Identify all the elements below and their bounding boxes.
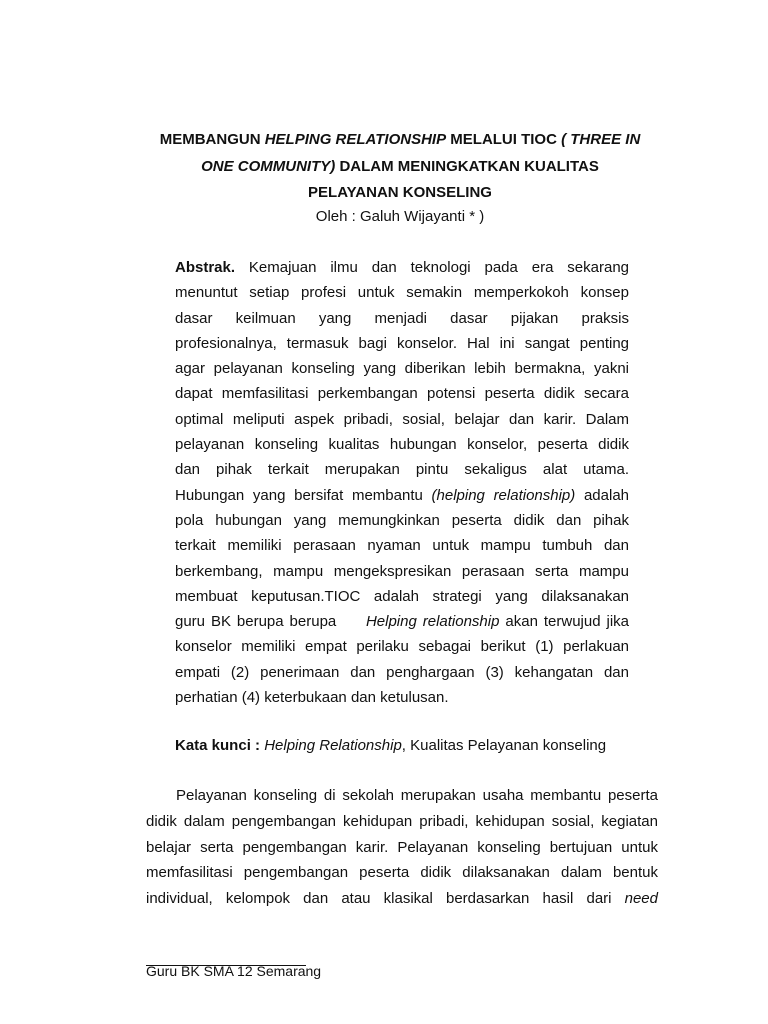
abstract-label: Abstrak. [175, 259, 236, 276]
abstract-line: perhatian (4) keterbukaan dan ketulusan. [175, 689, 449, 707]
title-line-1: MEMBANGUN HELPING RELATIONSHIP MELALUI TIOC ( THREE IN [159, 131, 641, 148]
abstract-line: agar pelayanan konseling yang diberikan lebih bermakna, yakni [175, 360, 629, 378]
body-line: individual, kelompok dan atau klasikal berdasarkan hasil dari need [146, 890, 658, 908]
abstract-line: optimal meliputi aspek pribadi, sosial, belajar dan karir. Dalam [175, 410, 629, 428]
author-line: Oleh : Galuh Wijayanti * ) [315, 208, 485, 225]
keywords-line: Kata kunci : Helping Relationship, Kualitas Pelayanan konseling [175, 737, 607, 754]
abstract-line: membuat keputusan.TIOC adalah strategi yang dilaksanakan [175, 587, 629, 605]
body-line: belajar serta pengembangan karir. Pelayanan konseling bertujuan untuk [146, 838, 658, 856]
abstract-line: dasar keilmuan yang menjadi dasar pijakan praksis [175, 309, 629, 327]
abstract-line: menuntut setiap profesi untuk semakin memperkokoh konsep [175, 284, 629, 302]
body-line: didik dalam pengembangan kehidupan pribadi, kehidupan sosial, kegiatan [146, 812, 658, 830]
document-title [140, 127, 660, 207]
abstract-line: guru BK berupa berupa Helping relationship akan terwujud jika [175, 613, 630, 631]
abstract-line: dapat memfasilitasi perkembangan potensi peserta didik secara [175, 385, 629, 403]
abstract-line: Hubungan yang bersifat membantu (helping relationship) adalah [175, 486, 630, 504]
abstract-line: pelayanan konseling kualitas hubungan konselor, peserta didik [175, 436, 629, 454]
body-line: Pelayanan konseling di sekolah merupakan usaha membantu peserta [176, 787, 658, 804]
abstract-line: konselor memiliki empat perilaku sebagai berikut (1) perlakuan [175, 638, 629, 656]
abstract-line: profesionalnya, termasuk bagi konselor. Hal ini sangat penting [175, 334, 629, 352]
title-line-2: ONE COMMUNITY) DALAM MENINGKATKAN KUALITAS [201, 157, 599, 175]
body-paragraph [146, 783, 658, 912]
keywords-label: Kata kunci : [175, 737, 261, 754]
abstract-line: Abstrak. Kemajuan ilmu dan teknologi pada era sekarang [175, 259, 629, 276]
abstract [175, 255, 629, 710]
abstract-line: berkembang, mampu mengekspresikan perasaan serta mampu [175, 562, 629, 580]
abstract-line: terkait memiliki perasaan nyaman untuk mampu tumbuh dan [175, 537, 629, 555]
abstract-line: empati (2) penerimaan dan penghargaan (3) kehangatan dan [175, 663, 629, 681]
footnote: Guru BK SMA 12 Semarang [146, 963, 322, 979]
abstract-line: dan pihak terkait merupakan pintu sekaligus alat utama. [175, 461, 629, 479]
abstract-line: pola hubungan yang memungkinkan peserta didik dan pihak [175, 511, 629, 529]
title-line-3: PELAYANAN KONSELING [308, 184, 492, 201]
body-line: memfasilitasi pengembangan peserta didik dilaksanakan dalam bentuk [146, 864, 658, 882]
